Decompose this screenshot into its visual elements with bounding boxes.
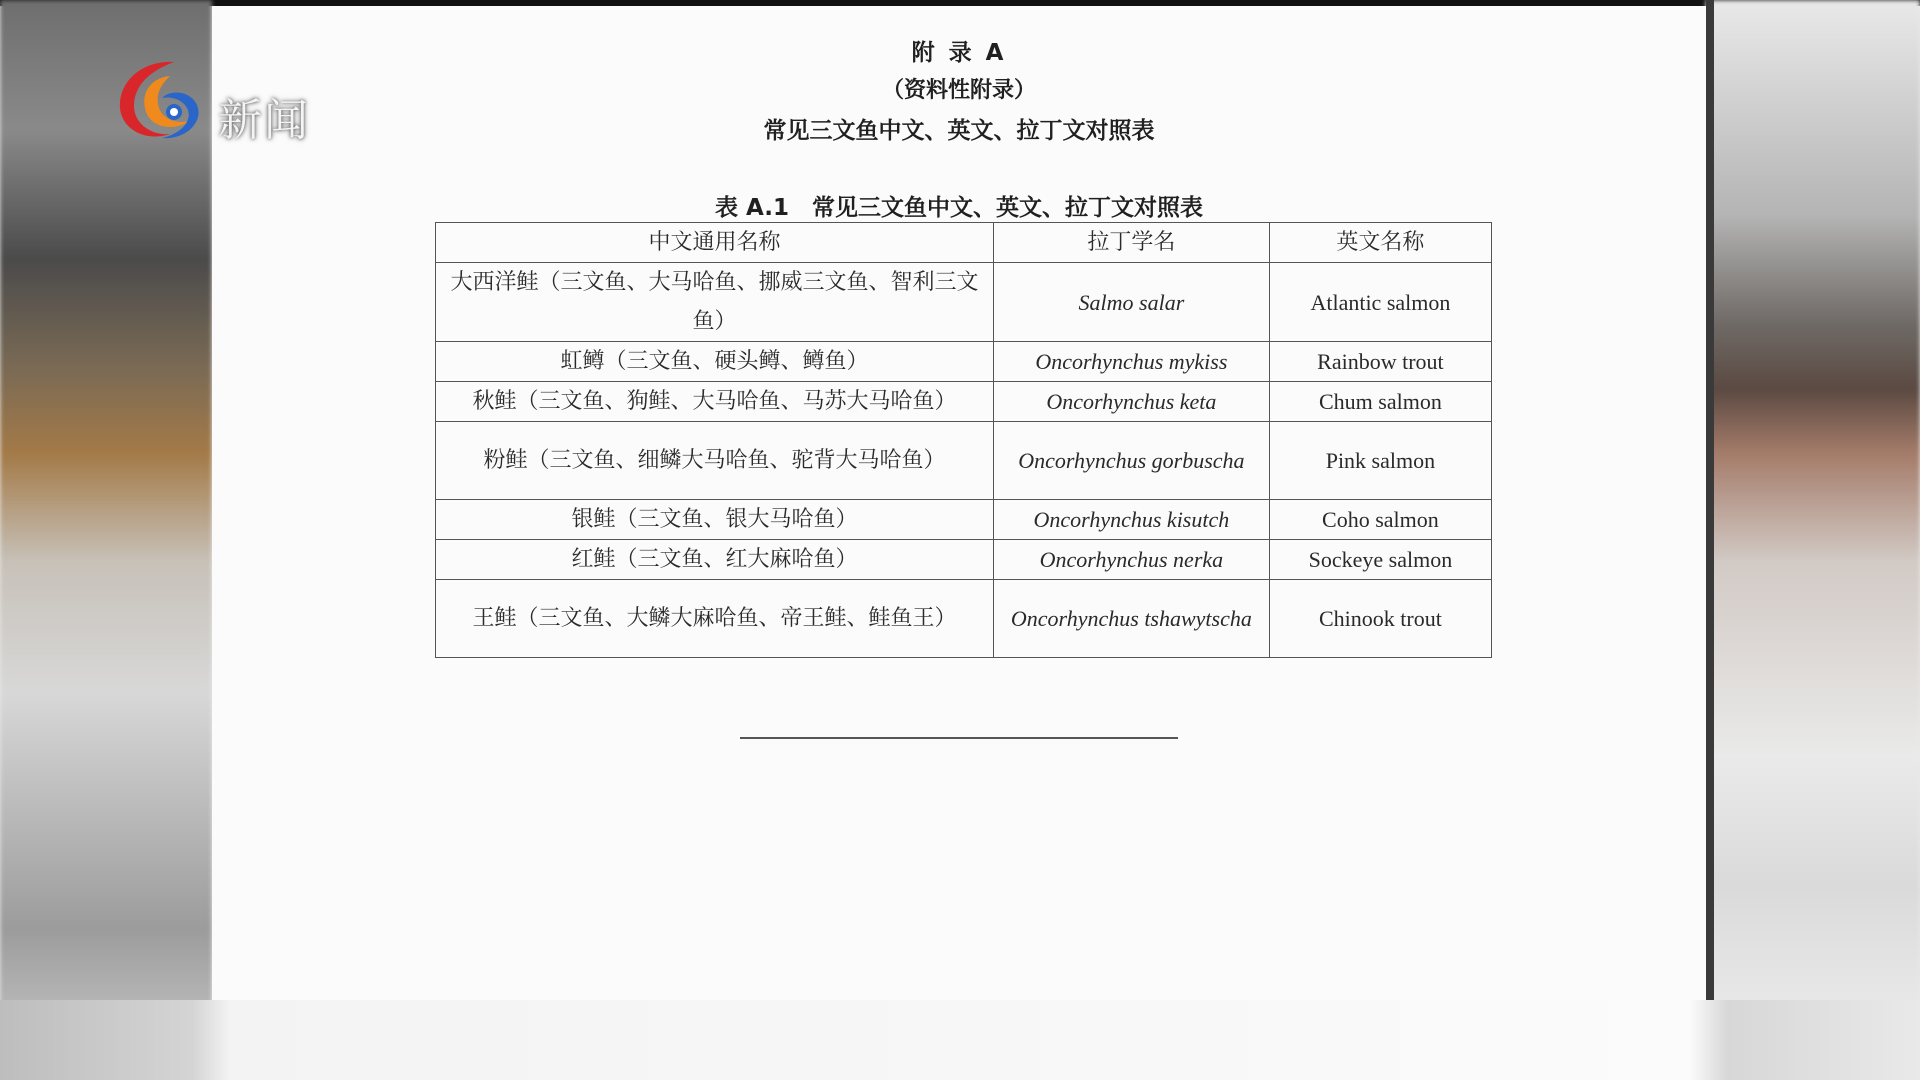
cell-english-name: Sockeye salmon	[1269, 540, 1491, 580]
cell-latin-name: Salmo salar	[993, 263, 1269, 342]
appendix-type: （资料性附录）	[881, 78, 1036, 103]
cell-english-name: Coho salmon	[1269, 500, 1491, 540]
cell-english-name: Chinook trout	[1269, 580, 1491, 658]
table-row	[436, 382, 1492, 422]
channel-logo-icon	[112, 54, 208, 144]
table-row	[436, 263, 1492, 342]
cell-chinese-name: 虹鳟（三文鱼、硬头鳟、鳟鱼）	[436, 342, 994, 382]
cell-chinese-name: 王鲑（三文鱼、大鳞大麻哈鱼、帝王鲑、鲑鱼王）	[436, 580, 994, 658]
table-row	[436, 500, 1492, 540]
document-page	[212, 6, 1706, 1000]
table-row	[436, 342, 1492, 382]
header-chinese-name: 中文通用名称	[436, 223, 994, 263]
document-end-line	[740, 737, 1178, 739]
cell-latin-name: Oncorhynchus mykiss	[993, 342, 1269, 382]
table-header-row	[436, 223, 1492, 263]
table-row	[436, 540, 1492, 580]
header-english-name: 英文名称	[1269, 223, 1491, 263]
cell-chinese-name: 粉鲑（三文鱼、细鳞大马哈鱼、驼背大马哈鱼）	[436, 422, 994, 500]
cell-chinese-name: 银鲑（三文鱼、银大马哈鱼）	[436, 500, 994, 540]
cell-latin-name: Oncorhynchus keta	[993, 382, 1269, 422]
blurred-background-bottom	[0, 1000, 1920, 1080]
cell-latin-name: Oncorhynchus kisutch	[993, 500, 1269, 540]
cell-latin-name: Oncorhynchus nerka	[993, 540, 1269, 580]
channel-logo-text: 新闻	[218, 95, 310, 146]
blurred-background-left	[0, 0, 212, 1080]
table-caption: 表 A.1 常见三文鱼中文、英文、拉丁文对照表	[715, 195, 1203, 221]
table-row	[436, 580, 1492, 658]
table-row	[436, 422, 1492, 500]
cell-chinese-name: 红鲑（三文鱼、红大麻哈鱼）	[436, 540, 994, 580]
blurred-background-right	[1706, 0, 1920, 1080]
cell-english-name: Chum salmon	[1269, 382, 1491, 422]
cell-latin-name: Oncorhynchus gorbuscha	[993, 422, 1269, 500]
salmon-name-table	[435, 222, 1492, 658]
section-title: 常见三文鱼中文、英文、拉丁文对照表	[763, 118, 1155, 144]
cell-chinese-name: 秋鲑（三文鱼、狗鲑、大马哈鱼、马苏大马哈鱼）	[436, 382, 994, 422]
cell-english-name: Atlantic salmon	[1269, 263, 1491, 342]
cell-latin-name: Oncorhynchus tshawytscha	[993, 580, 1269, 658]
header-latin-name: 拉丁学名	[993, 223, 1269, 263]
cell-chinese-name: 大西洋鲑（三文鱼、大马哈鱼、挪威三文鱼、智利三文鱼）	[436, 263, 994, 342]
cell-english-name: Rainbow trout	[1269, 342, 1491, 382]
page-right-edge-shadow	[1706, 0, 1714, 1000]
appendix-title: 附 录 A	[911, 40, 1007, 66]
cell-english-name: Pink salmon	[1269, 422, 1491, 500]
